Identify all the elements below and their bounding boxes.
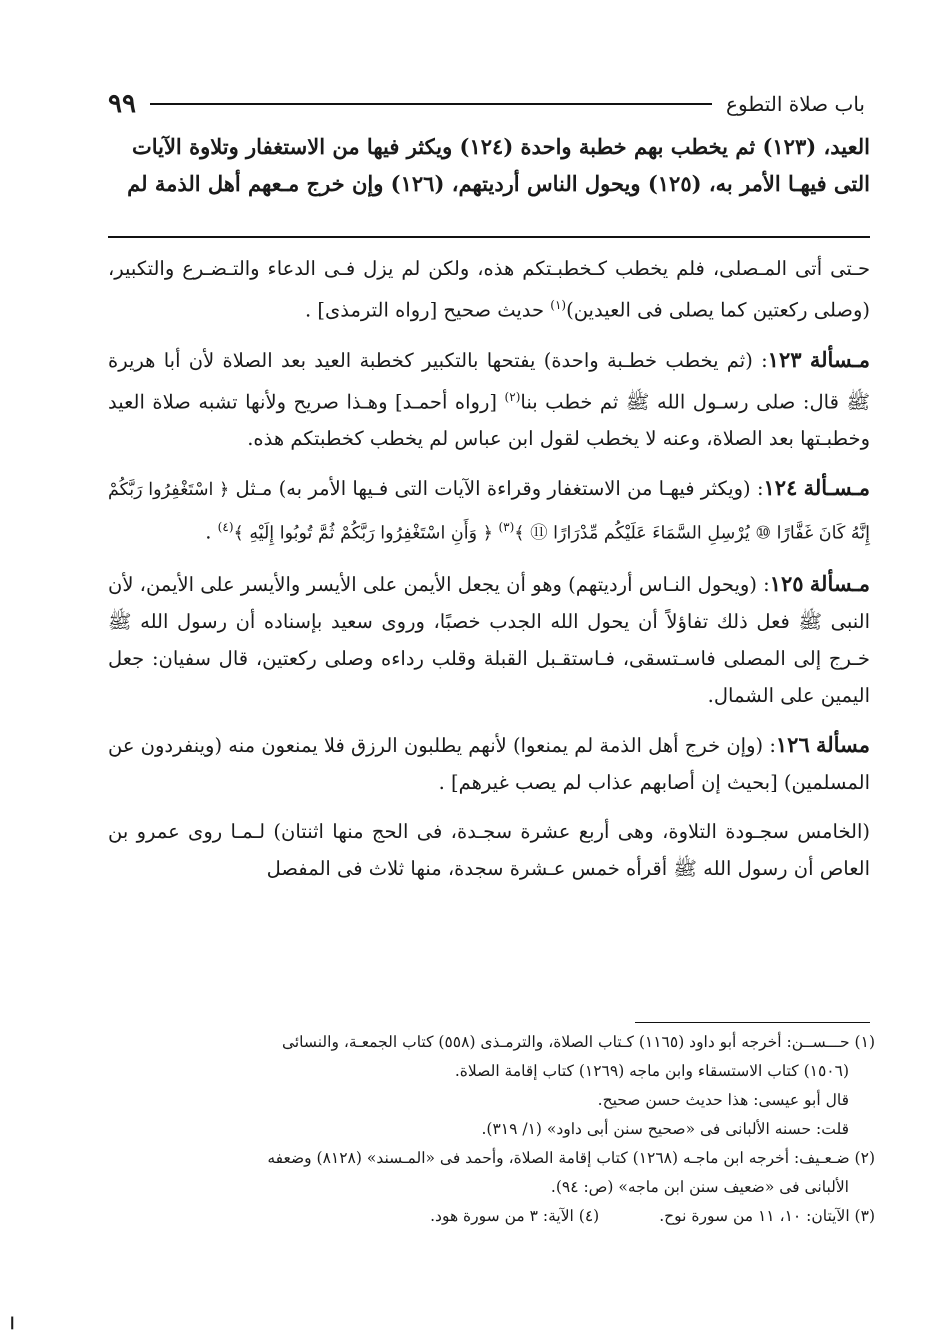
footnote-ref: (٢) xyxy=(504,389,521,404)
issue-label: مـسألة xyxy=(809,346,871,372)
quran-quote: ﴿ وَأَنِ اسْتَغْفِرُوا رَبَّكُمْ ثُمَّ تُوبُوا إِلَيْهِ ﴾ xyxy=(233,523,499,544)
issue-125: مـسألة ١٢٥: (ويحول النـاس أرديتهم) وهو أن يجعل الأيمن على الأيسر والأيسر على الأيمن، لأن النبى ﷺ فعل ذلك تفاؤلاً أن يحول الله الجدب خصبًا، وروى سعيد بإسناده أن رسول الله ﷺ خـرج إلى المصلى فاسـتسقى، فـاستقـبل القبلة وقلب رداءه وصلى ركعتين، قال سفيان: جعل اليمين على الشمال. xyxy=(108,570,870,707)
matn-text xyxy=(108,128,870,202)
issue-label: مـسألة xyxy=(809,570,870,596)
issue-number: ١٢٣ xyxy=(767,346,802,372)
footnote-1-cont: (١٥٠٦) كتاب الاستسقاء وابن ماجه (١٢٦٩) كتاب إقامة الصلاة. xyxy=(454,1062,849,1080)
issue-number: ١٢٤ xyxy=(763,475,798,500)
footnote-1-cont: قال أبو عيسى: هذا حديث حسن صحيح. xyxy=(597,1091,849,1109)
matn-line: العيد، (١٢٣) ثم يخطب بهم خطبة واحدة (١٢٤) ويكثر فيها من الاستغفار وتلاوة الآيات xyxy=(131,134,870,159)
footnote-ref: (١) xyxy=(550,298,567,312)
section-divider xyxy=(108,236,870,238)
footnote-2: (٢) ضـعـيف: أخرجه ابن ماجـه (١٢٦٨) كتاب إقامة الصلاة، وأحمد فى «المـسند» (٨١٢٨) وضعفه xyxy=(267,1149,875,1167)
quran-quote: ﴿ اسْتَغْفِرُوا رَبَّكُمْ إِنَّهُ كَانَ غَفَّارًا ⑩ يُرْسِلِ السَّمَاءَ عَلَيْكُم مِّدْرَارًا ⑪ ﴾ xyxy=(108,480,870,544)
issue-number: ١٢٦ xyxy=(775,731,810,757)
matn-line: التى فيهـا الأمر به، (١٢٥) ويحول الناس أرديتهم، (١٢٦) وإن خرج مـعهم أهل الذمة لم xyxy=(127,171,870,196)
issue-label: مـسـألة xyxy=(803,475,870,500)
header-rule xyxy=(150,103,712,105)
footnote-ref: (٣) xyxy=(498,520,515,534)
footnote-2-cont: الألبانى فى «ضعيف سنن ابن ماجه» (ص: ٩٤). xyxy=(550,1178,849,1196)
footnote-divider xyxy=(635,1022,870,1023)
footnote-4: (٤) الآية: ٣ من سورة هود. xyxy=(430,1207,600,1225)
corner-mark: ا xyxy=(10,1314,15,1333)
footnote-3: (٣) الآيتان: ١٠، ١١ من سورة نوح. xyxy=(659,1207,875,1225)
footnote-1-cont: قلت: حسنه الألبانى فى «صحيح سنن أبى داود» (١/ ٣١٩). xyxy=(481,1120,849,1138)
issue-124: مـسـألة ١٢٤: (ويكثر فيهـا من الاستغفار وقراءة الآيات التى فـيها الأمر به) مـثل ﴿ اسْتَغْفِرُوا رَبَّكُمْ إِنَّهُ كَانَ غَفَّارًا ⑩ يُرْسِلِ السَّمَاءَ عَلَيْكُم مِّدْرَارًا ⑪ ﴾$^{(٣)}$ ﴿ وَأَنِ اسْتَغْفِرُوا رَبَّكُمْ ثُمَّ تُوبُوا إِلَيْهِ ﴾$^{(٤)}$ . xyxy=(108,475,870,544)
footnote-ref: (٤) xyxy=(217,520,234,534)
issue-123: مـسألة ١٢٣: (ثم يخطب خطـبة واحدة) يفتحها بالتكبير كخطبة العيد بعد الصلاة لأن أبا هريرة ﷺ قال: صلى رسـول الله ﷺ ثم خطب بنا$^{(٢)}$ [رواه أحمـد] وهـذا صريح ولأنها تشبه صلاة العيد وخطبـتها بعد الصلاة، وعنه لا يخطب لقول ابن عباس لم يخطب كخطبتكم هذه. xyxy=(108,346,871,450)
footnotes xyxy=(108,1028,875,1231)
page-header xyxy=(108,86,865,122)
footnote-1: (١) حـــســن: أخرجه أبو داود (١١٦٥) كـتاب الصلاة، والترمـذى (٥٥٨) كتاب الجمعـة، والنسائى xyxy=(281,1033,875,1051)
running-title: باب صلاة التطوع xyxy=(726,92,865,116)
fifth-paragraph: (الخامس سجـودة التلاوة، وهى أربع عشرة سجـدة، فى الحج منها اثنتان) لـمـا روى عمرو بن العاص أن رسول الله ﷺ أقرأه خمس عـشرة سجدة، منها ثلاث فى المفصل xyxy=(108,819,870,880)
commentary-intro: حـتى أتى المـصلى، فلم يخطب كـخطبـتكم هذه، ولكن لم يزل فـى الدعاء والتـضـرع والتكبير، (وصلى ركعتين كما يصلى فى العيدين)$^{(١)}$ حديث صحيح [رواه الترمذى] . xyxy=(108,257,870,322)
issue-number: ١٢٥ xyxy=(769,570,804,596)
footnotes-3-4 xyxy=(108,1202,875,1231)
page-number: ٩٩ xyxy=(108,89,136,119)
issue-label: مسألة xyxy=(815,731,871,757)
issue-126: مسألة ١٢٦: (وإن خرج أهل الذمة لم يمنعوا) لأنهم يطلبون الرزق فلا يمنعون منه (وينفردون عن المسلمين) [بحيث إن أصابهم عذاب لم يصب غيرهم] . xyxy=(108,731,871,794)
commentary xyxy=(108,250,870,899)
